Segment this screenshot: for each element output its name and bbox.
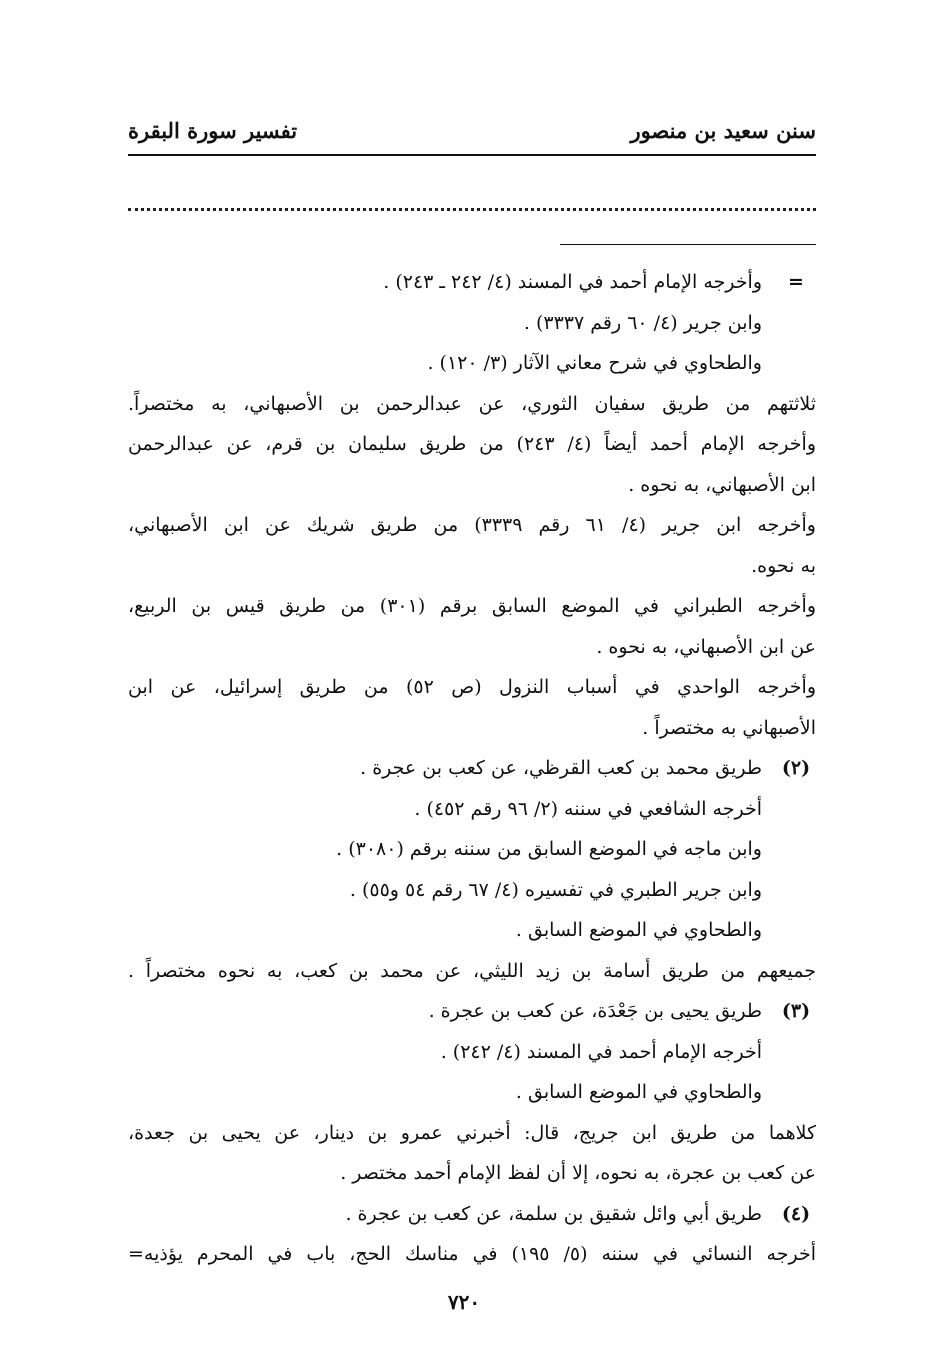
footnote-line <box>128 1194 816 1235</box>
line-text: طريق يحيى بن جَعْدَة، عن كعب بن عجرة . <box>428 1000 762 1022</box>
line-text: ابن الأصبهاني، به نحوه . <box>628 473 816 496</box>
line-text: وأخرجه الواحدي في أسباب النزول (ص ٥٢) من طريق إسرائيل، عن ابن <box>128 676 816 698</box>
footnote-line <box>128 748 816 789</box>
line-text: وأخرجه ابن جرير (٤/ ٦١ رقم ٣٣٣٩) من طريق شريك عن ابن الأصبهاني، <box>128 514 816 536</box>
line-text: عن كعب بن عجرة، به نحوه، إلا أن لفظ الإمام أحمد مختصر . <box>340 1162 816 1184</box>
footnote-line <box>128 829 816 870</box>
running-header <box>128 110 816 150</box>
section-title: تفسير سورة البقرة <box>128 117 298 143</box>
footnote-line <box>128 1153 816 1194</box>
footnote-line <box>128 789 816 830</box>
footnote-line <box>128 465 816 506</box>
line-text: وأخرجه الطبراني في الموضع السابق برقم (٣٠١) من طريق قيس بن الربيع، <box>128 595 816 617</box>
line-text: ثلاثتهم من طريق سفيان الثوري، عن عبدالرحمن بن الأصبهاني، به مختصراً. <box>128 392 816 415</box>
footnote-line <box>128 1072 816 1113</box>
line-text: أخرجه الشافعي في سننه (٢/ ٩٦ رقم ٤٥٢) . <box>414 797 762 820</box>
line-text: وابن جرير الطبري في تفسيره (٤/ ٦٧ رقم ٥٤ و٥٥) . <box>349 878 762 901</box>
line-text: طريق محمد بن كعب القرظي، عن كعب بن عجرة . <box>360 757 762 779</box>
line-text: وأخرجه الإمام أحمد في المسند (٤/ ٢٤٢ ـ ٢٤٣) . <box>383 271 762 293</box>
line-text: والطحاوي في الموضع السابق . <box>515 1081 762 1103</box>
line-text: كلاهما من طريق ابن جريج، قال: أخبرني عمرو بن دينار، عن يحيى بن جعدة، <box>128 1121 816 1144</box>
footnote-line <box>128 1113 816 1154</box>
page-number: ٧٢٠ <box>447 1290 481 1314</box>
dotted-separator <box>128 208 816 211</box>
line-text: عن ابن الأصبهاني، به نحوه . <box>596 635 816 658</box>
book-title: سنن سعيد بن منصور <box>630 117 816 143</box>
line-text: وابن جرير (٤/ ٦٠ رقم ٣٣٣٧) . <box>523 311 762 334</box>
line-text: أخرجه النسائي في سننه (٥/ ١٩٥) في مناسك الحج، باب في المحرم يؤذيه= <box>128 1243 816 1265</box>
footnote-line <box>128 951 816 992</box>
line-text: وابن ماجه في الموضع السابق من سننه برقم (٣٠٨٠) . <box>336 838 762 860</box>
header-rule <box>128 154 816 156</box>
footnote-line <box>128 303 816 344</box>
line-text: والطحاوي في الموضع السابق . <box>515 919 762 941</box>
footnote-line <box>128 667 816 708</box>
footnote-line <box>128 384 816 425</box>
footnote-line <box>128 505 816 546</box>
footnote-number: (٣) <box>781 1000 811 1022</box>
footnote-line <box>128 586 816 627</box>
line-text: طريق أبي وائل شقيق بن سلمة، عن كعب بن عجرة . <box>345 1202 762 1225</box>
line-text: أخرجه الإمام أحمد في المسند (٤/ ٢٤٢) . <box>440 1040 762 1063</box>
footnote-line <box>128 708 816 749</box>
footnote-rule <box>560 244 816 245</box>
footnote-line <box>128 910 816 951</box>
footnote-line <box>128 627 816 668</box>
footnote-line <box>128 262 816 303</box>
line-text: الأصبهاني به مختصراً . <box>642 716 816 739</box>
line-text: وأخرجه الإمام أحمد أيضاً (٤/ ٢٤٣) من طريق سليمان بن قرم، عن عبدالرحمن <box>128 433 816 455</box>
footnote-line <box>128 870 816 911</box>
footnote-number: (٢) <box>781 757 811 779</box>
footnote-line <box>128 1234 816 1275</box>
line-text: به نحوه. <box>751 554 816 577</box>
footnote-line <box>128 546 816 587</box>
continuation-marker: = <box>788 271 804 293</box>
footnote-body <box>128 262 816 1275</box>
footnote-line <box>128 1032 816 1073</box>
footnote-line <box>128 991 816 1032</box>
line-text: والطحاوي في شرح معاني الآثار (٣/ ١٢٠) . <box>427 352 762 374</box>
line-text: جميعهم من طريق أسامة بن زيد الليثي، عن محمد بن كعب، به نحوه مختصراً . <box>128 959 816 982</box>
footnote-line <box>128 424 816 465</box>
footnote-number: (٤) <box>781 1202 811 1225</box>
footnote-line <box>128 343 816 384</box>
